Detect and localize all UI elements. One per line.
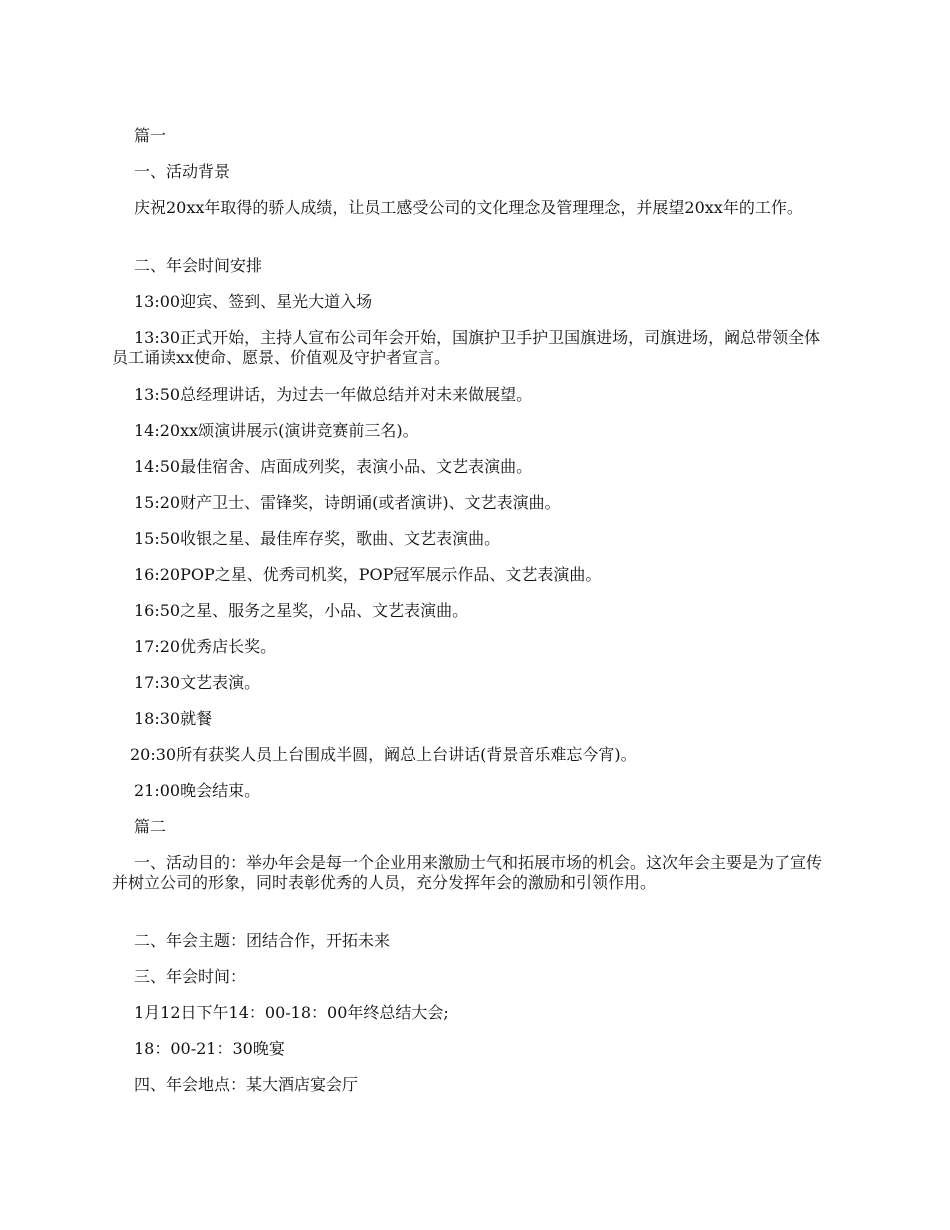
- schedule-item-1650: 16:50之星、服务之星奖，小品、文艺表演曲。: [134, 601, 469, 620]
- schedule-item-2030: 20:30所有获奖人员上台围成半圆，阚总上台讲话(背景音乐难忘今宵)。: [130, 745, 637, 764]
- schedule-item-1450: 14:50最佳宿舍、店面成列奖，表演小品、文艺表演曲。: [134, 457, 533, 476]
- schedule-item-1350: 13:50总经理讲话，为过去一年做总结并对未来做展望。: [134, 385, 533, 404]
- heading-schedule: 二、年会时间安排: [134, 256, 263, 275]
- section-heading-part-two: 篇二: [134, 817, 167, 836]
- schedule-item-1620: 16:20POP之星、优秀司机奖，POP冠军展示作品、文艺表演曲。: [134, 565, 602, 584]
- schedule-item-1550: 15:50收银之星、最佳库存奖，歌曲、文艺表演曲。: [134, 529, 501, 548]
- paragraph-theme: 二、年会主题：团结合作，开拓未来: [134, 931, 391, 950]
- paragraph-activity-purpose: 一、活动目的：举办年会是每一个企业用来激励士气和拓展市场的机会。这次年会主要是为了宣传并树立公司的形象，同时表彰优秀的人员，充分发挥年会的激励和引领作用。: [112, 853, 823, 892]
- schedule-item-1720: 17:20优秀店长奖。: [134, 637, 277, 656]
- schedule-item-1330: 13:30正式开始，主持人宣布公司年会开始，国旗护卫手护卫国旗进场，司旗进场，阚总带领全体员工诵读xx使命、愿景、价值观及守护者宣言。: [112, 328, 821, 367]
- schedule-item-1730: 17:30文艺表演。: [134, 673, 261, 692]
- schedule-item-1830: 18:30就餐: [134, 709, 213, 728]
- heading-annual-meeting-time: 三、年会时间：: [134, 967, 247, 986]
- time-item-banquet: 18：00-21：30晚宴: [134, 1039, 285, 1058]
- section-heading-part-one: 篇一: [134, 126, 167, 145]
- paragraph-venue: 四、年会地点：某大酒店宴会厅: [134, 1075, 359, 1094]
- paragraph-background-text: 庆祝20xx年取得的骄人成绩，让员工感受公司的文化理念及管理理念，并展望20xx年的工作。: [134, 198, 803, 217]
- schedule-item-1300: 13:00迎宾、签到、星光大道入场: [134, 292, 373, 311]
- schedule-item-1420: 14:20xx颂演讲展示(演讲竞赛前三名)。: [134, 421, 419, 440]
- heading-activity-background: 一、活动背景: [134, 162, 231, 181]
- time-item-summary-meeting: 1月12日下午14：00-18：00年终总结大会;: [134, 1003, 449, 1022]
- schedule-item-2100: 21:00晚会结束。: [134, 781, 261, 800]
- schedule-item-1520: 15:20财产卫士、雷锋奖，诗朗诵(或者演讲)、文艺表演曲。: [134, 493, 561, 512]
